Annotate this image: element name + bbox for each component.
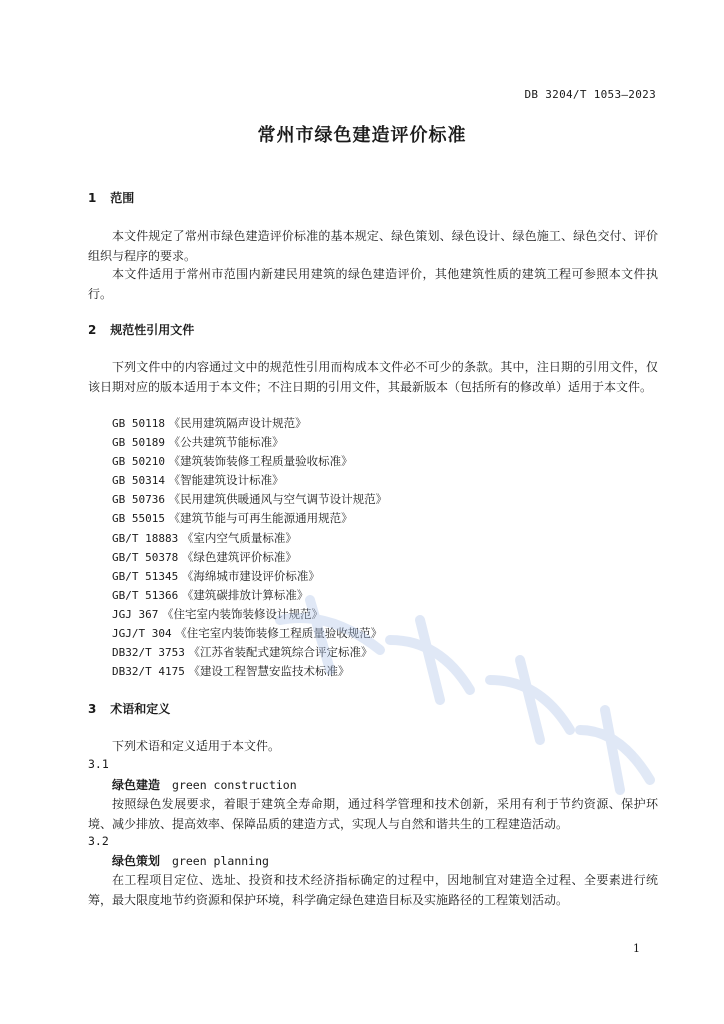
reference-item xyxy=(112,548,387,567)
reference-list xyxy=(112,414,387,681)
section-2-heading xyxy=(88,321,194,338)
reference-code: GB 50189 xyxy=(112,436,165,450)
reference-code: JGJ/T 304 xyxy=(112,627,172,641)
section-title: 范围 xyxy=(110,191,135,205)
term-definition: 在工程项目定位、选址、投资和技术经济指标确定的过程中，因地制宜对建造全过程、全要素进行统筹，最大限度地节约资源和保护环境，科学确定绿色建造目标及实施路径的工程策划活动。 xyxy=(88,873,658,907)
terms-intro: 下列术语和定义适用于本文件。 xyxy=(112,739,281,753)
reference-code: GB/T 50378 xyxy=(112,550,179,564)
term-title xyxy=(112,852,269,869)
reference-item xyxy=(112,433,387,452)
reference-title: 《住宅室内装饰装修设计规范》 xyxy=(162,606,324,621)
reference-title: 《智能建筑设计标准》 xyxy=(168,473,284,488)
reference-title: 《民用建筑供暖通风与空气调节设计规范》 xyxy=(168,492,388,507)
reference-code: GB/T 18883 xyxy=(112,531,179,545)
reference-code: GB 50314 xyxy=(112,474,165,488)
term-chinese: 绿色策划 xyxy=(112,854,161,868)
term-number: 3.1 xyxy=(88,757,109,771)
reference-title: 《建筑节能与可再生能源通用规范》 xyxy=(168,511,353,526)
reference-item xyxy=(112,452,387,471)
document-title: 常州市绿色建造评价标准 xyxy=(257,125,467,146)
reference-item xyxy=(112,624,387,643)
reference-code: GB 55015 xyxy=(112,512,165,526)
reference-item xyxy=(112,509,387,528)
reference-title: 《室内空气质量标准》 xyxy=(181,530,297,545)
term-english: green planning xyxy=(172,854,269,868)
term-english: green construction xyxy=(172,778,297,792)
reference-item xyxy=(112,586,387,605)
reference-title: 《住宅室内装饰装修工程质量验收规范》 xyxy=(175,626,383,641)
reference-title: 《海绵城市建设评价标准》 xyxy=(181,568,320,583)
section-number: 1 xyxy=(88,191,97,205)
reference-title: 《江苏省装配式建筑综合评定标准》 xyxy=(188,645,373,660)
reference-code: GB/T 51366 xyxy=(112,588,179,602)
reference-title: 《建筑装饰装修工程质量验收标准》 xyxy=(168,454,353,469)
term-definition: 按照绿色发展要求，着眼于建筑全寿命期，通过科学管理和技术创新，采用有利于节约资源、保护环境、减少排放、提高效率、保障品质的建造方式，实现人与自然和谐共生的工程建造活动。 xyxy=(88,797,658,831)
reference-code: GB/T 51345 xyxy=(112,569,179,583)
reference-title: 《公共建筑节能标准》 xyxy=(168,435,284,450)
scope-paragraph-2: 本文件适用于常州市范围内新建民用建筑的绿色建造评价，其他建筑性质的建筑工程可参照本文件执行。 xyxy=(88,267,658,301)
term-title xyxy=(112,776,297,793)
term-number: 3.2 xyxy=(88,834,109,848)
standard-code: DB 3204/T 1053—2023 xyxy=(524,88,656,101)
reference-code: GB 50736 xyxy=(112,493,165,507)
term-chinese: 绿色建造 xyxy=(112,778,161,792)
section-title: 术语和定义 xyxy=(110,702,171,716)
reference-item xyxy=(112,605,387,624)
reference-item xyxy=(112,490,387,509)
reference-code: JGJ 367 xyxy=(112,607,159,621)
reference-title: 《建设工程智慧安监技术标准》 xyxy=(188,664,350,679)
reference-item xyxy=(112,662,387,681)
page-number: 1 xyxy=(633,942,640,955)
reference-item xyxy=(112,643,387,662)
reference-item xyxy=(112,471,387,490)
reference-title: 《民用建筑隔声设计规范》 xyxy=(168,416,307,430)
reference-code: DB32/T 3753 xyxy=(112,646,185,660)
reference-item xyxy=(112,567,387,586)
section-3-heading xyxy=(88,700,170,717)
reference-code: GB 50118 xyxy=(112,417,165,430)
reference-title: 《绿色建筑评价标准》 xyxy=(181,549,297,564)
scope-paragraph-1: 本文件规定了常州市绿色建造评价标准的基本规定、绿色策划、绿色设计、绿色施工、绿色交付、评价组织与程序的要求。 xyxy=(88,229,658,263)
section-1-heading xyxy=(88,189,134,206)
normative-intro: 下列文件中的内容通过文中的规范性引用而构成本文件必不可少的条款。其中，注日期的引用文件，仅该日期对应的版本适用于本文件；不注日期的引用文件，其最新版本（包括所有的修改单）适用于本文件。 xyxy=(88,360,658,394)
section-number: 2 xyxy=(88,323,97,337)
reference-item xyxy=(112,529,387,548)
reference-title: 《建筑碳排放计算标准》 xyxy=(181,587,309,602)
section-number: 3 xyxy=(88,702,97,716)
reference-code: GB 50210 xyxy=(112,455,165,469)
reference-code: DB32/T 4175 xyxy=(112,665,185,679)
section-title: 规范性引用文件 xyxy=(110,323,195,337)
reference-item xyxy=(112,414,387,433)
